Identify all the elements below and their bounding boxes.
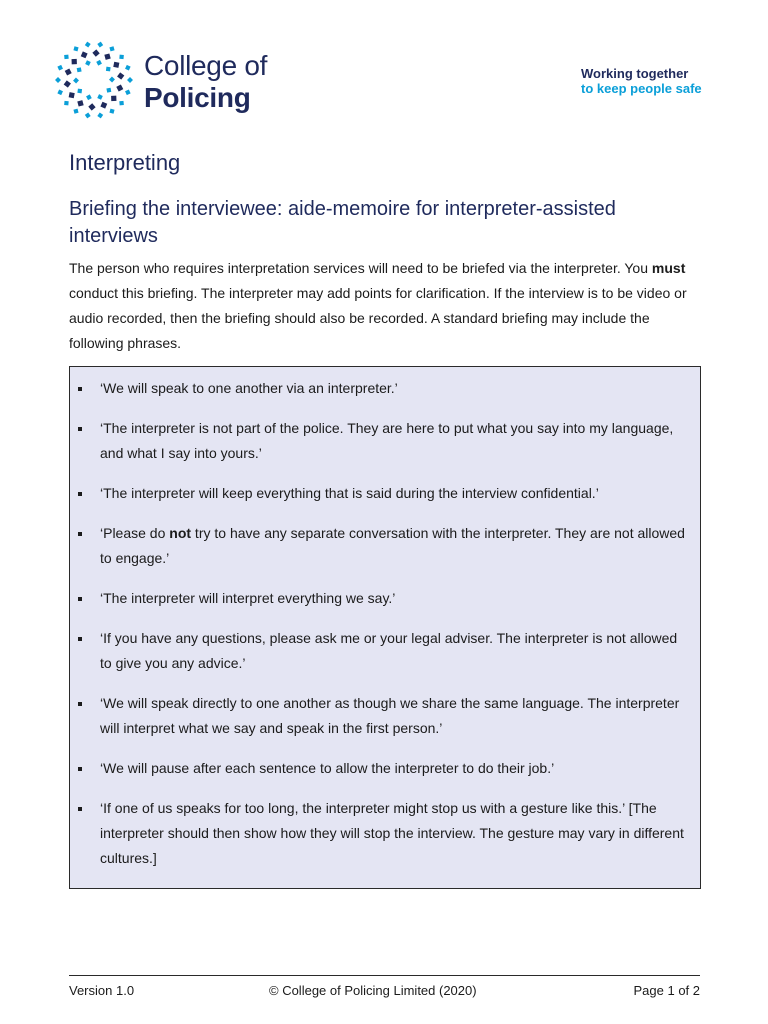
logo-dot <box>57 65 63 71</box>
footer-divider <box>69 975 700 976</box>
logo-dot <box>77 100 83 106</box>
logo-dot <box>92 49 99 56</box>
college-of-policing-logo-icon <box>52 38 136 122</box>
logo-dot <box>109 46 114 51</box>
logo-dot <box>73 78 79 84</box>
logo-dot <box>109 109 114 114</box>
phrase-item <box>78 756 690 781</box>
logo-dot <box>86 94 92 100</box>
logo-dot <box>64 80 71 87</box>
logo-dot <box>88 103 95 110</box>
logo-dot <box>97 94 103 100</box>
logo-dot <box>127 77 133 83</box>
phrase-item <box>78 586 690 611</box>
logo-dot <box>64 55 69 60</box>
logo-dot <box>57 90 63 96</box>
logo-dot <box>106 67 111 72</box>
logo-dot <box>85 42 91 48</box>
logo-dot <box>125 90 131 96</box>
logo-dot <box>116 84 123 91</box>
bullet-marker <box>78 702 82 706</box>
phrase-item <box>78 626 690 676</box>
logo-dot <box>73 109 78 114</box>
page-title: Interpreting <box>69 150 181 175</box>
logo-dot <box>65 69 72 76</box>
phrase-text: ‘The interpreter will keep everything that is said during the interview confidential.’ <box>100 485 599 501</box>
logo-dot <box>97 42 103 48</box>
phrase-item <box>78 796 690 871</box>
logo-dot <box>73 46 78 51</box>
footer-copyright: © College of Policing Limited (2020) <box>269 983 477 998</box>
logo-dot <box>96 60 102 66</box>
logo-dot <box>119 101 124 106</box>
logo-line-1: College of <box>144 50 268 81</box>
tagline-line-2: to keep people safe <box>581 81 702 96</box>
bullet-marker <box>78 532 82 536</box>
logo-dot <box>104 53 110 59</box>
logo-dot <box>55 77 61 83</box>
bullet-marker <box>78 427 82 431</box>
bullet-marker <box>78 767 82 771</box>
intro-emphasis: must <box>651 260 686 276</box>
phrases-box <box>69 366 701 889</box>
phrase-text: ‘If one of us speaks for too long, the interpreter might stop us with a gesture like this.’ [The interpreter should then show how they will stop the interview. The gesture may vary in different cultures.] <box>100 800 684 866</box>
logo-dot <box>85 113 91 119</box>
footer-page-number: Page 1 of 2 <box>633 983 700 998</box>
logo-dot <box>77 89 82 94</box>
intro-text-start: The person who requires interpretation services will need to be briefed via the interpreter. You <box>69 260 652 276</box>
logo-dot <box>117 72 124 79</box>
logo-wordmark <box>144 52 267 112</box>
phrase-item <box>78 416 690 466</box>
bullet-marker <box>78 597 82 601</box>
tagline-line-1: Working together <box>581 66 689 81</box>
logo-dot <box>72 59 77 64</box>
intro-paragraph <box>69 256 694 356</box>
logo-dot <box>119 55 124 60</box>
phrase-text: ‘The interpreter will interpret everything we say.’ <box>100 590 396 606</box>
page-header <box>0 0 768 130</box>
page-subtitle: Briefing the interviewee: aide-memoire for interpreter-assisted interviews <box>69 198 616 247</box>
logo-dot <box>113 62 119 68</box>
footer-version: Version 1.0 <box>69 983 135 998</box>
phrase-item <box>78 481 690 506</box>
tagline <box>581 66 702 96</box>
bullet-marker <box>78 637 82 641</box>
logo-dot <box>81 51 88 58</box>
logo-dot <box>109 77 115 83</box>
phrase-text: try to have any separate conversation with the interpreter. They are not allowed to engage.’ <box>100 525 685 566</box>
logo-dot <box>77 67 82 72</box>
phrase-item <box>78 376 690 401</box>
phrase-item <box>78 521 690 571</box>
logo-dot <box>85 60 91 66</box>
intro-text-end: conduct this briefing. The interpreter may add points for clarification. If the interview is to be video or audio recorded, then the briefing should also be recorded. A standard briefing may include the following phrases. <box>69 285 687 351</box>
phrase-text: ‘Please do <box>100 525 170 541</box>
logo-line-2: Policing <box>144 82 251 113</box>
bullet-marker <box>78 492 82 496</box>
logo-dot <box>125 65 131 71</box>
logo-dot <box>64 101 69 106</box>
logo-dot <box>106 88 111 93</box>
phrase-item <box>78 691 690 741</box>
logo-dot <box>97 113 103 119</box>
phrase-emphasis: not <box>169 525 192 541</box>
bullet-marker <box>78 387 82 391</box>
phrase-text: ‘We will speak directly to one another as though we share the same language. The interpreter will interpret what we say and speak in the first person.’ <box>100 695 680 736</box>
logo-dot <box>100 102 107 109</box>
phrases-list <box>70 367 700 871</box>
phrase-text: ‘We will speak to one another via an interpreter.’ <box>100 380 398 396</box>
bullet-marker <box>78 807 82 811</box>
phrase-text: ‘The interpreter is not part of the police. They are here to put what you say into my language, and what I say into yours.’ <box>100 420 674 461</box>
phrase-text: ‘If you have any questions, please ask me or your legal adviser. The interpreter is not allowed to give you any advice.’ <box>100 630 678 671</box>
phrase-text: ‘We will pause after each sentence to allow the interpreter to do their job.’ <box>100 760 555 776</box>
logo-dot <box>69 92 75 98</box>
logo-dot <box>111 96 116 101</box>
